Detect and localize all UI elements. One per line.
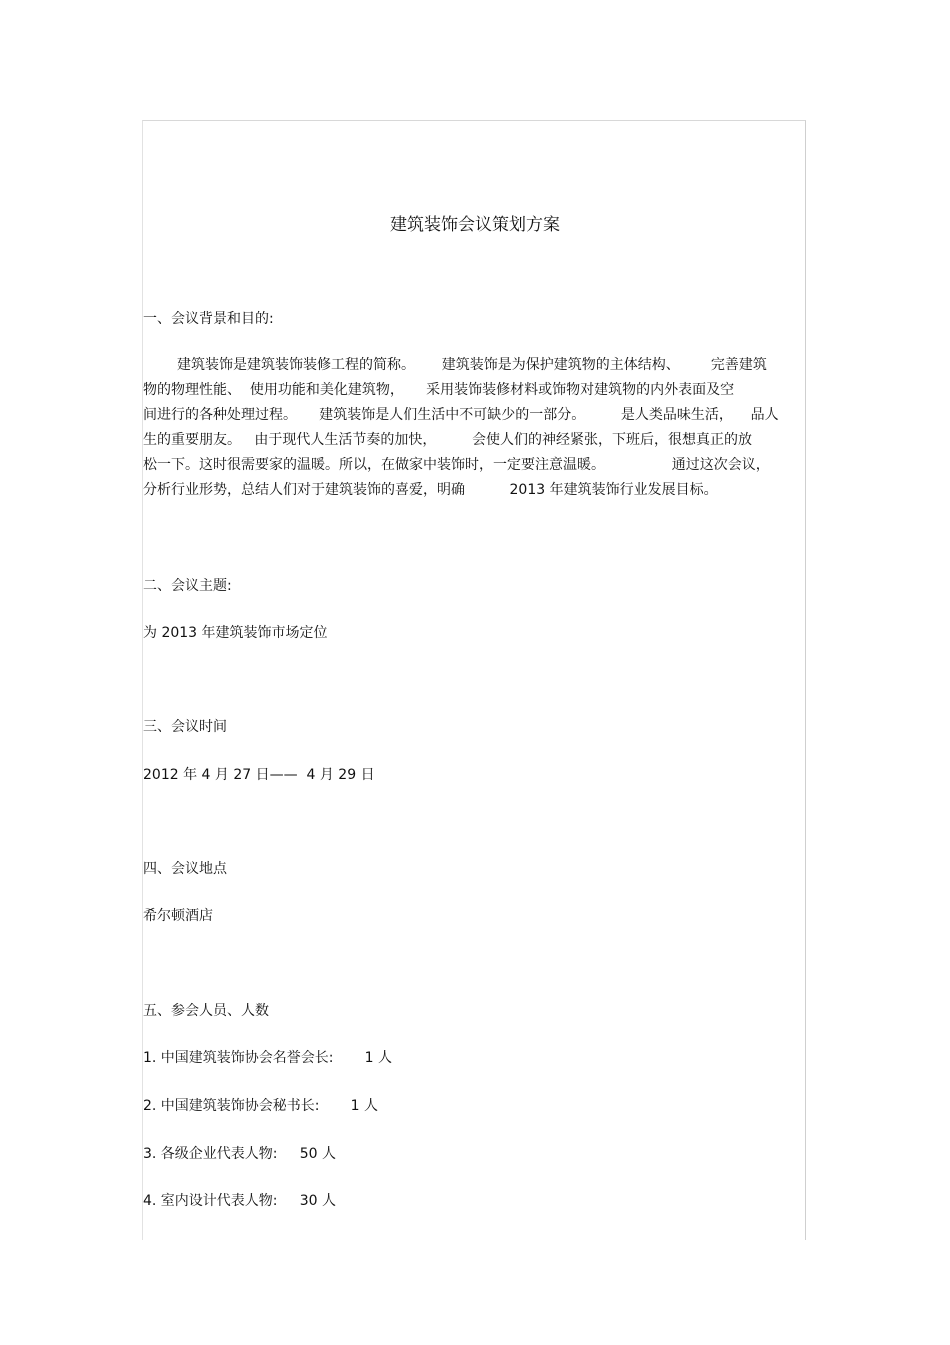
attendee-list-item: 4. 室内设计代表人物: 30 人: [143, 1193, 337, 1209]
page-frame: [142, 120, 806, 1240]
attendee-list-item: 1. 中国建筑装饰协会名誉会长: 1 人: [143, 1050, 393, 1066]
section-content-time: 2012 年 4 月 27 日—— 4 月 29 日: [143, 767, 375, 783]
section-heading-background: 一、会议背景和目的:: [143, 311, 274, 327]
section-heading-attendees: 五、参会人员、人数: [143, 1003, 269, 1019]
paragraph-line: 生的重要朋友。 由于现代人生活节奏的加快， 会使人们的神经紧张，下班后，很想真正的放: [143, 432, 752, 448]
section-content-theme: 为 2013 年建筑装饰市场定位: [143, 625, 328, 641]
section-heading-time: 三、会议时间: [143, 719, 227, 735]
section-heading-theme: 二、会议主题:: [143, 578, 232, 594]
attendee-list-item: 2. 中国建筑装饰协会秘书长: 1 人: [143, 1098, 379, 1114]
attendee-list-item: 3. 各级企业代表人物: 50 人: [143, 1146, 337, 1162]
paragraph-line: 分析行业形势，总结人们对于建筑装饰的喜爱，明确 2013 年建筑装饰行业发展目标。: [143, 482, 718, 498]
paragraph-line: 物的物理性能、 使用功能和美化建筑物， 采用装饰装修材料或饰物对建筑物的内外表面及空: [143, 382, 735, 398]
paragraph-line: 间进行的各种处理过程。 建筑装饰是人们生活中不可缺少的一部分。 是人类品味生活， 品人: [143, 407, 779, 423]
section-heading-location: 四、会议地点: [143, 861, 227, 877]
section-content-location: 希尔顿酒店: [143, 908, 213, 924]
paragraph-line: 建筑装饰是建筑装饰装修工程的简称。 建筑装饰是为保护建筑物的主体结构、 完善建筑: [177, 357, 767, 373]
paragraph-line: 松一下。这时很需要家的温暖。所以，在做家中装饰时，一定要注意温暖。 通过这次会议，: [143, 457, 770, 473]
document-title: 建筑装饰会议策划方案: [390, 215, 560, 235]
